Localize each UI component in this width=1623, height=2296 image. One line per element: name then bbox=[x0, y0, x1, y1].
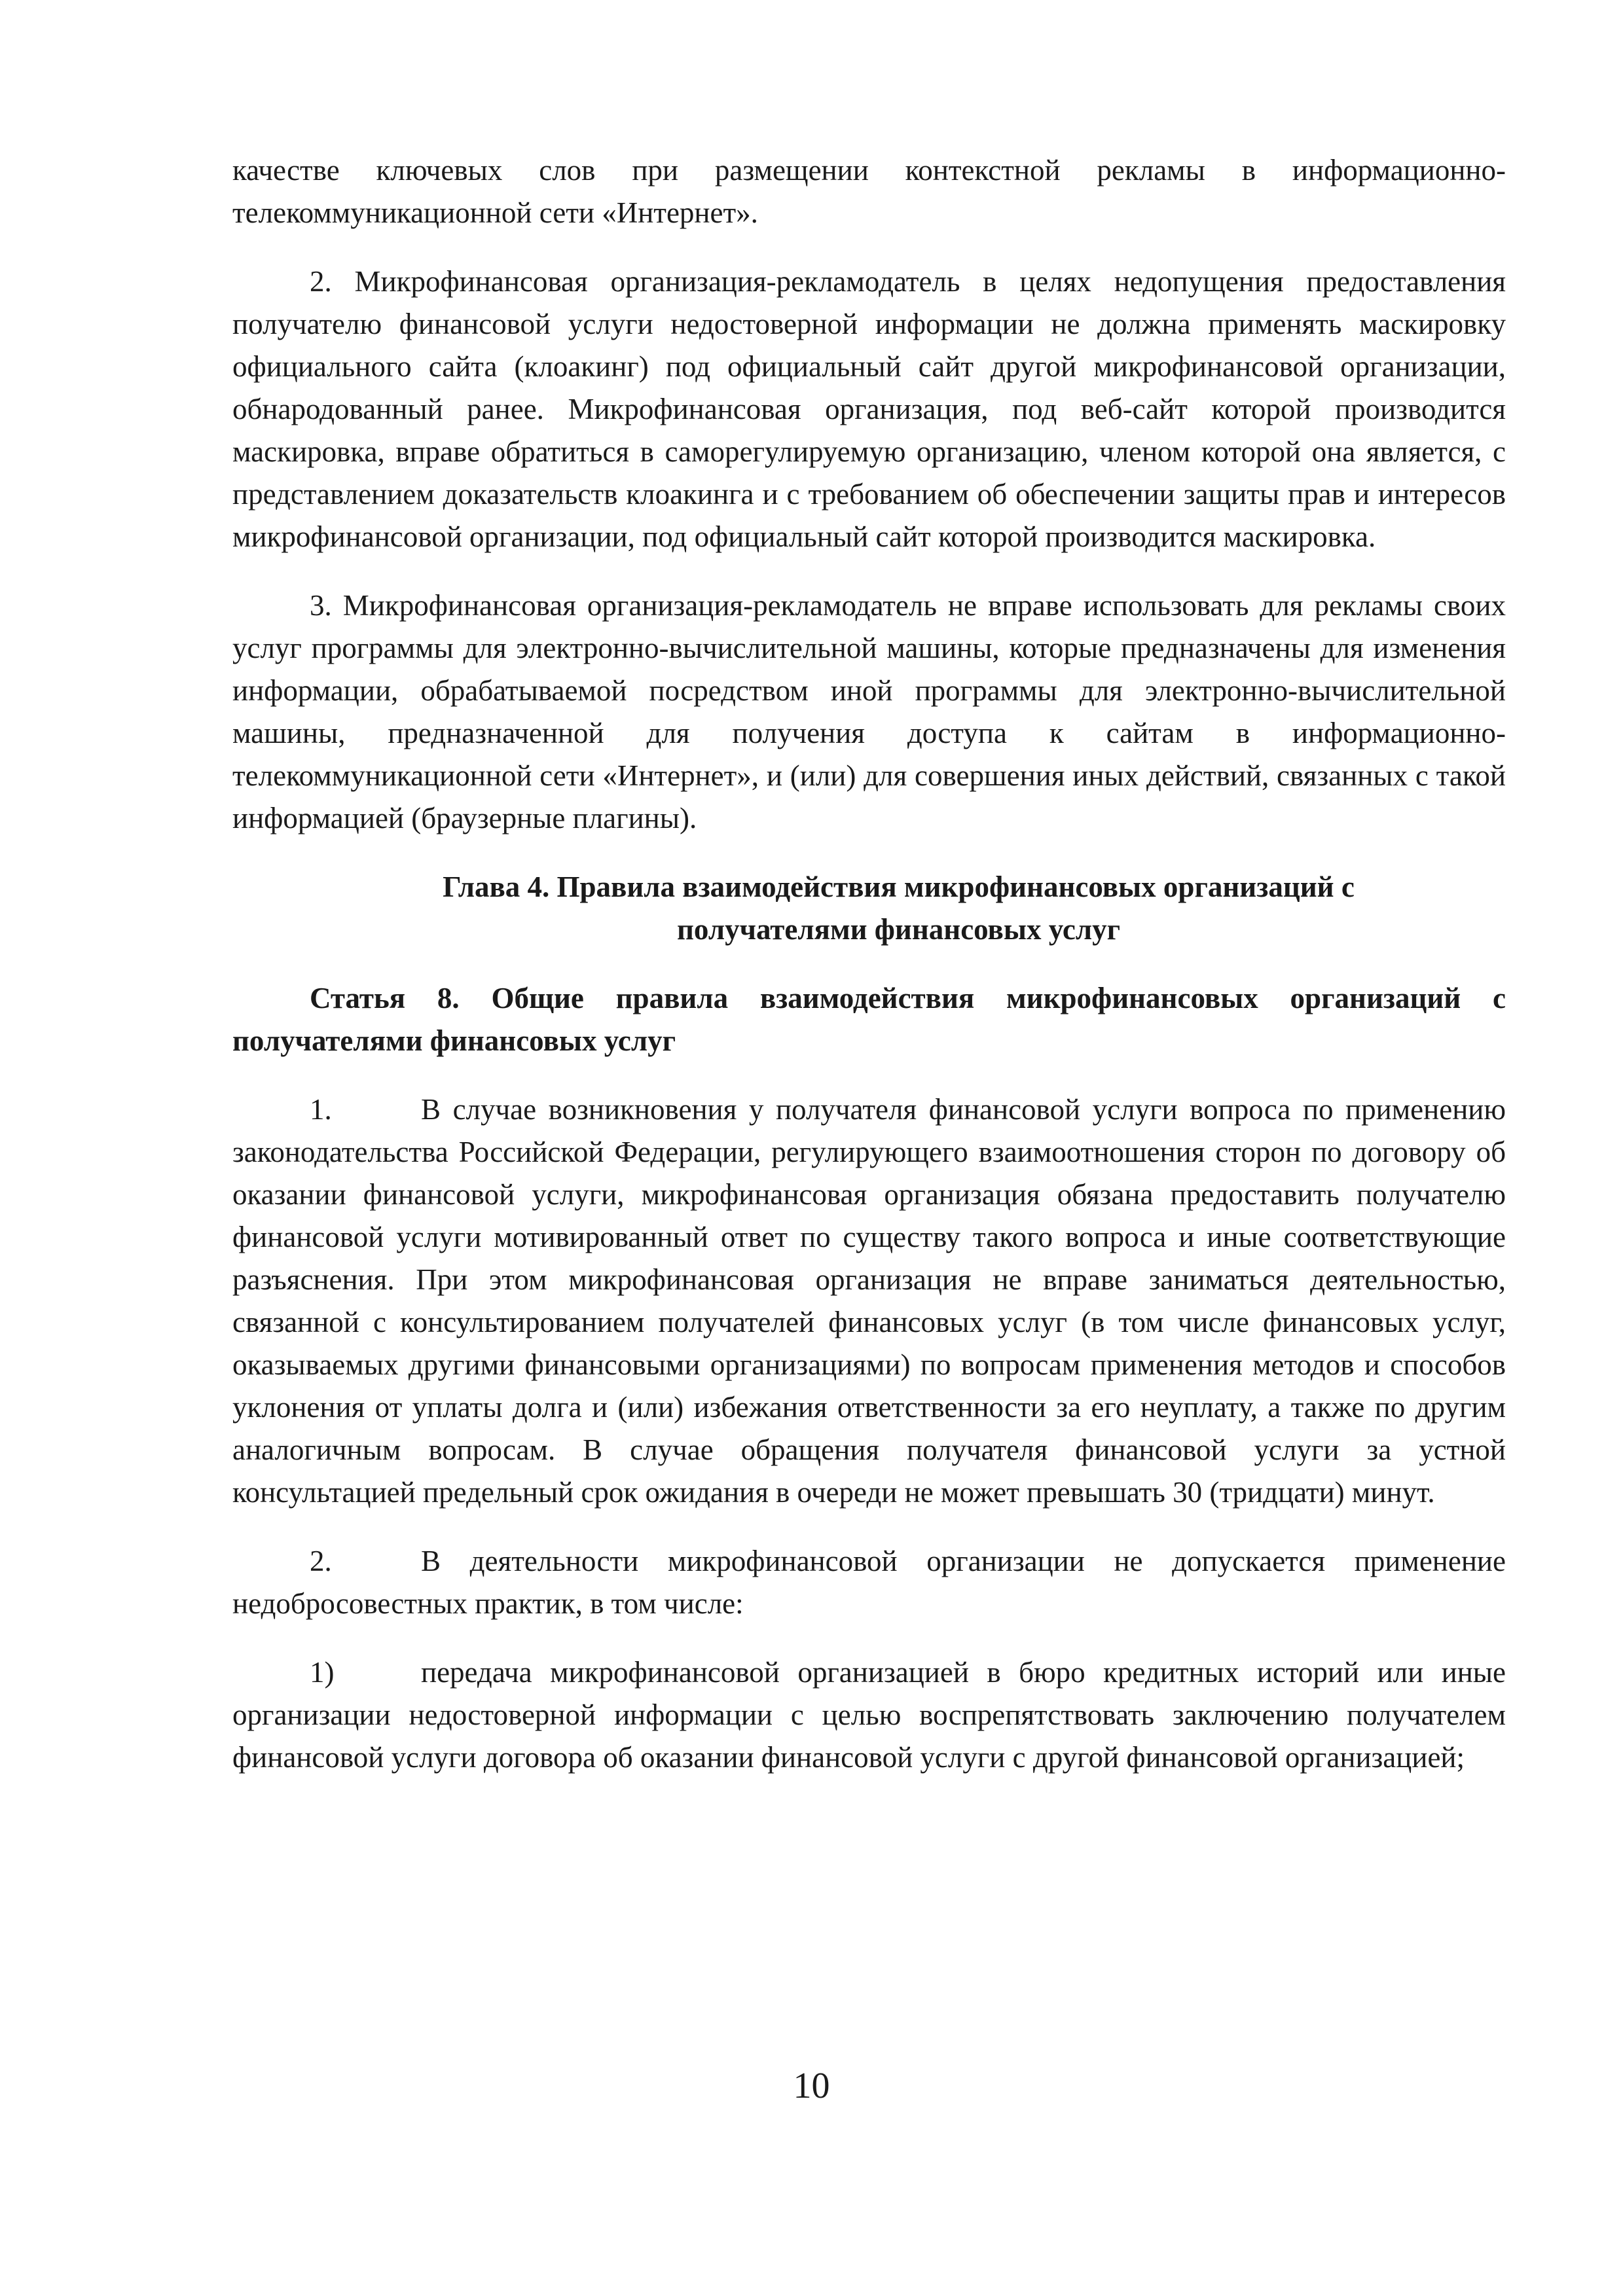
list-item bbox=[232, 1540, 1506, 1625]
chapter-heading-line1: Глава 4. Правила взаимодействия микрофинансовых организаций с bbox=[443, 870, 1355, 903]
paragraph-3: 3. Микрофинансовая организация-рекламодатель не вправе использовать для рекламы своих услуг программы для электронно-вычислительной машины, которые предназначены для изменения информации, обрабатываемой посредством иной программы для электронно-вычислительной машины, предназначенной для получения доступа к сайтам в информационно-телекоммуникационной сети «Интернет», и (или) для совершения иных действий, связанных с такой информацией (браузерные плагины). bbox=[232, 589, 1506, 834]
document-page bbox=[232, 149, 1506, 1779]
list-item bbox=[232, 1088, 1506, 1514]
item-text: передача микрофинансовой организацией в бюро кредитных историй или иные организации недостоверной информации с целью воспрепятствовать заключению получателем финансовой услуги договора об оказании финансовой услуги с другой финансовой организацией; bbox=[232, 1656, 1506, 1774]
item-number: 2. bbox=[310, 1545, 332, 1577]
page-number: 10 bbox=[793, 2066, 830, 2106]
list-item bbox=[232, 1651, 1506, 1779]
chapter-heading-line2: получателями финансовых услуг bbox=[676, 913, 1121, 946]
item-number: 1) bbox=[310, 1656, 335, 1689]
item-text: В случае возникновения у получателя финансовой услуги вопроса по применению законодательства Российской Федерации, регулирующего взаимоотношения сторон по договору об оказании финансовой услуги, микрофинансовая организация обязана предоставить получателю финансовой услуги мотивированный ответ по существу такого вопроса и иные соответствующие разъяснения. При этом микрофинансовая организация не вправе заниматься деятельностью, связанной с консультированием получателей финансовых услуг (в том числе финансовых услуг, оказываемых другими финансовыми организациями) по вопросам применения методов и способов уклонения от уплаты долга и (или) избежания ответственности за его неуплату, а также по другим аналогичным вопросам. В случае обращения получателя финансовой услуги за устной консультацией предельный срок ожидания в очереди не может превышать 30 (тридцати) минут. bbox=[232, 1093, 1506, 1509]
article-heading: Статья 8. Общие правила взаимодействия микрофинансовых организаций с получателями финансовых услуг bbox=[232, 982, 1506, 1057]
chapter-heading bbox=[232, 866, 1506, 951]
paragraph-2: 2. Микрофинансовая организация-рекламодатель в целях недопущения предоставления получателю финансовой услуги недостоверной информации не должна применять маскировку официального сайта (клоакинг) под официальный сайт другой микрофинансовой организации, обнародованный ранее. Микрофинансовая организация, под веб-сайт которой производится маскировка, вправе обратиться в саморегулируемую организацию, членом которой она является, с представлением доказательств клоакинга и с требованием об обеспечении защиты прав и интересов микрофинансовой организации, под официальный сайт которой производится маскировка. bbox=[232, 265, 1506, 553]
paragraph-continuation: качестве ключевых слов при размещении контекстной рекламы в информационно-телекоммуникационной сети «Интернет». bbox=[232, 154, 1506, 229]
item-number: 1. bbox=[310, 1093, 332, 1126]
item-text: В деятельности микрофинансовой организации не допускается применение недобросовестных практик, в том числе: bbox=[232, 1545, 1506, 1620]
